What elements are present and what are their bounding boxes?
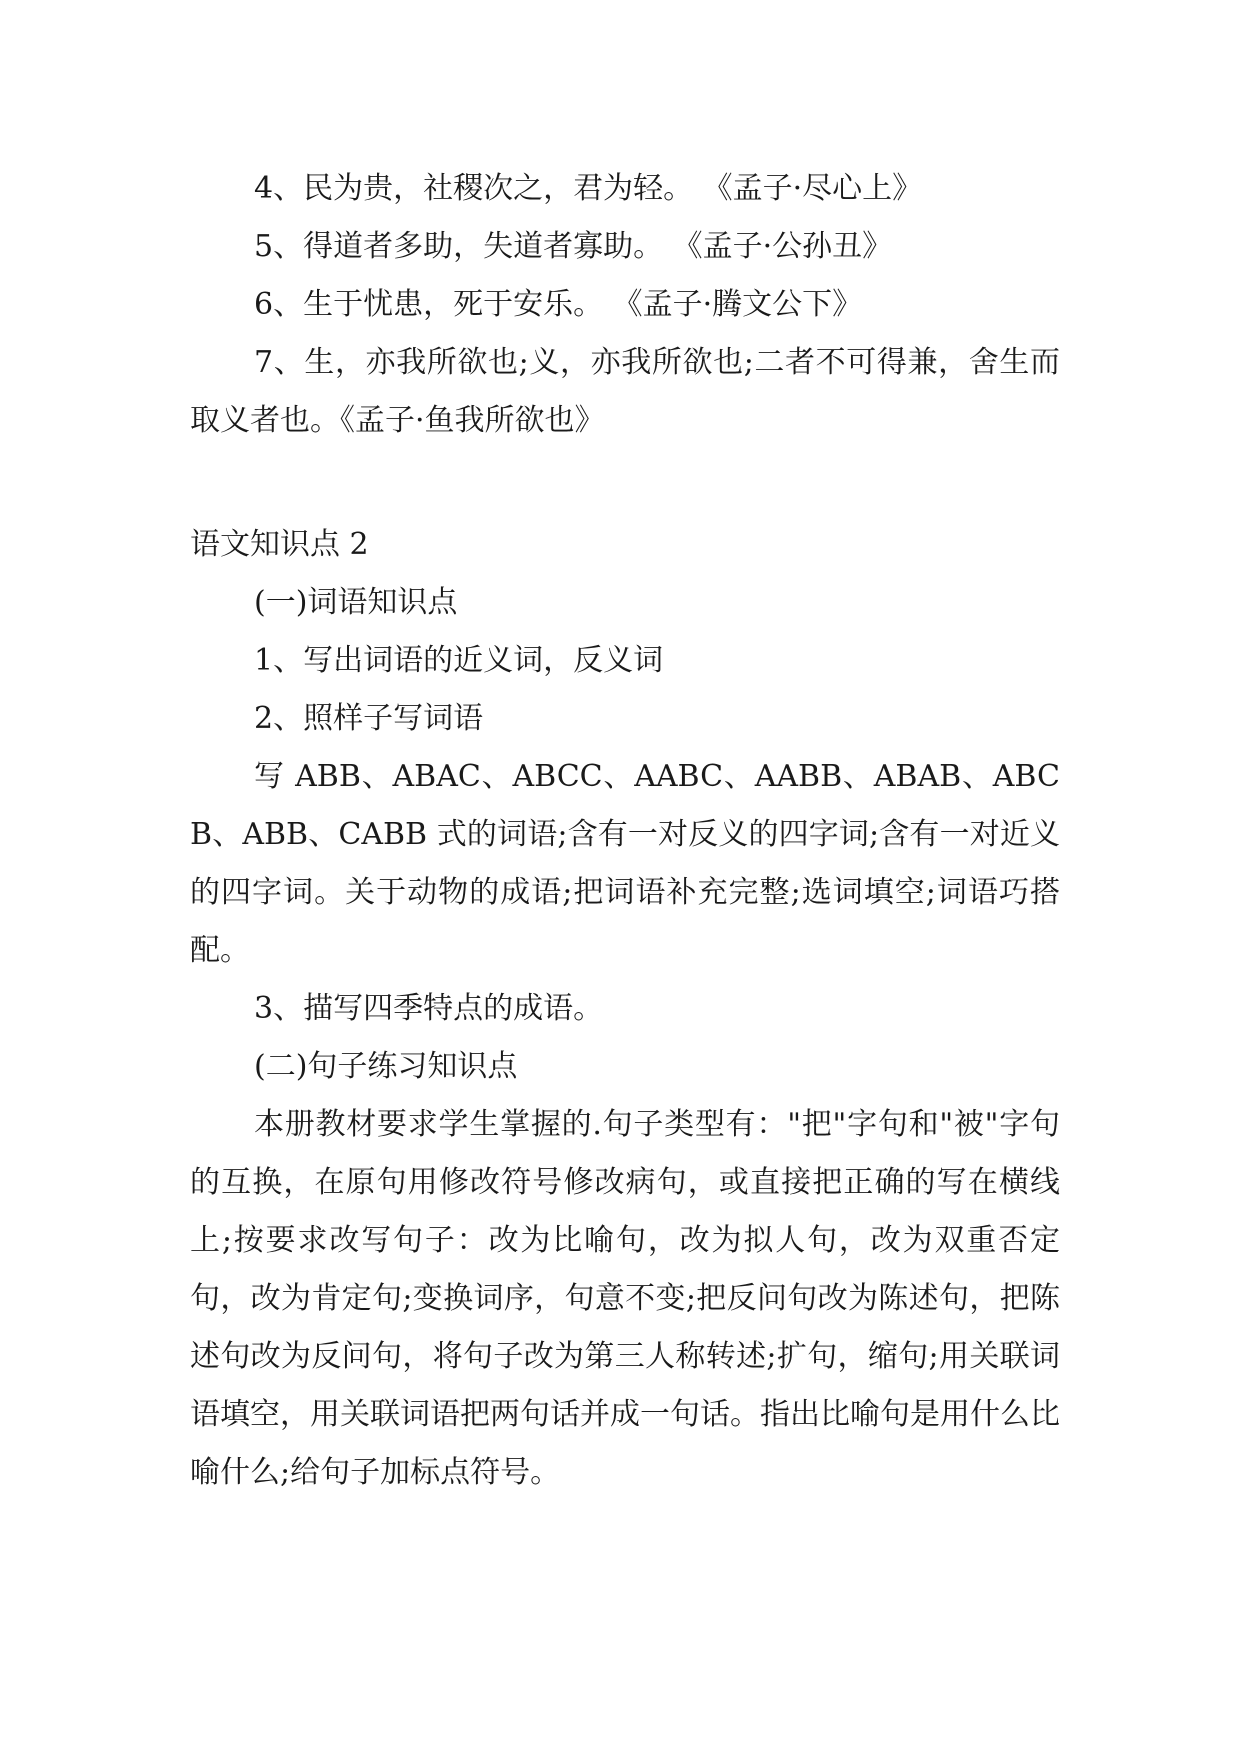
section-gap — [190, 450, 1060, 516]
part1-item-1: 1、写出词语的近义词，反义词 — [254, 643, 664, 678]
part2-title: (二)句子练习知识点 — [254, 1049, 518, 1084]
section-title: 语文知识点 2 — [190, 527, 369, 562]
part1-item-2: 2、照样子写词语 — [254, 701, 484, 736]
part1-item-2-detail: 写 ABB、ABAC、ABCC、AABC、AABB、ABAB、ABCB、ABB、CABB 式的词语;含有一对反义的四字词;含有一对近义的四字词。关于动物的成语;把词语补充完整;选词填空;词语巧搭配。 — [190, 759, 1060, 968]
quote-line-4: 4、民为贵，社稷次之，君为轻。 《孟子·尽心上》 — [254, 171, 923, 206]
part1-title: (一)词语知识点 — [254, 585, 458, 620]
part1-item-3: 3、描写四季特点的成语。 — [254, 991, 604, 1026]
quote-line-7: 7、生，亦我所欲也;义，亦我所欲也;二者不可得兼，舍生而取义者也。《孟子·鱼我所欲也》 — [190, 345, 1060, 438]
document-content — [190, 160, 1060, 1502]
quote-line-6: 6、生于忧患，死于安乐。 《孟子·腾文公下》 — [254, 287, 863, 322]
part2-body: 本册教材要求学生掌握的.句子类型有："把"字句和"被"字句的互换，在原句用修改符号修改病句，或直接把正确的写在横线上;按要求改写句子：改为比喻句，改为拟人句，改为双重否定句，改为肯定句;变换词序，句意不变;把反问句改为陈述句，把陈述句改为反问句，将句子改为第三人称转述;扩句，缩句;用关联词语填空，用关联词语把两句话并成一句话。指出比喻句是用什么比喻什么;给句子加标点符号。 — [190, 1107, 1060, 1490]
quote-line-5: 5、得道者多助，失道者寡助。 《孟子·公孙丑》 — [254, 229, 893, 264]
